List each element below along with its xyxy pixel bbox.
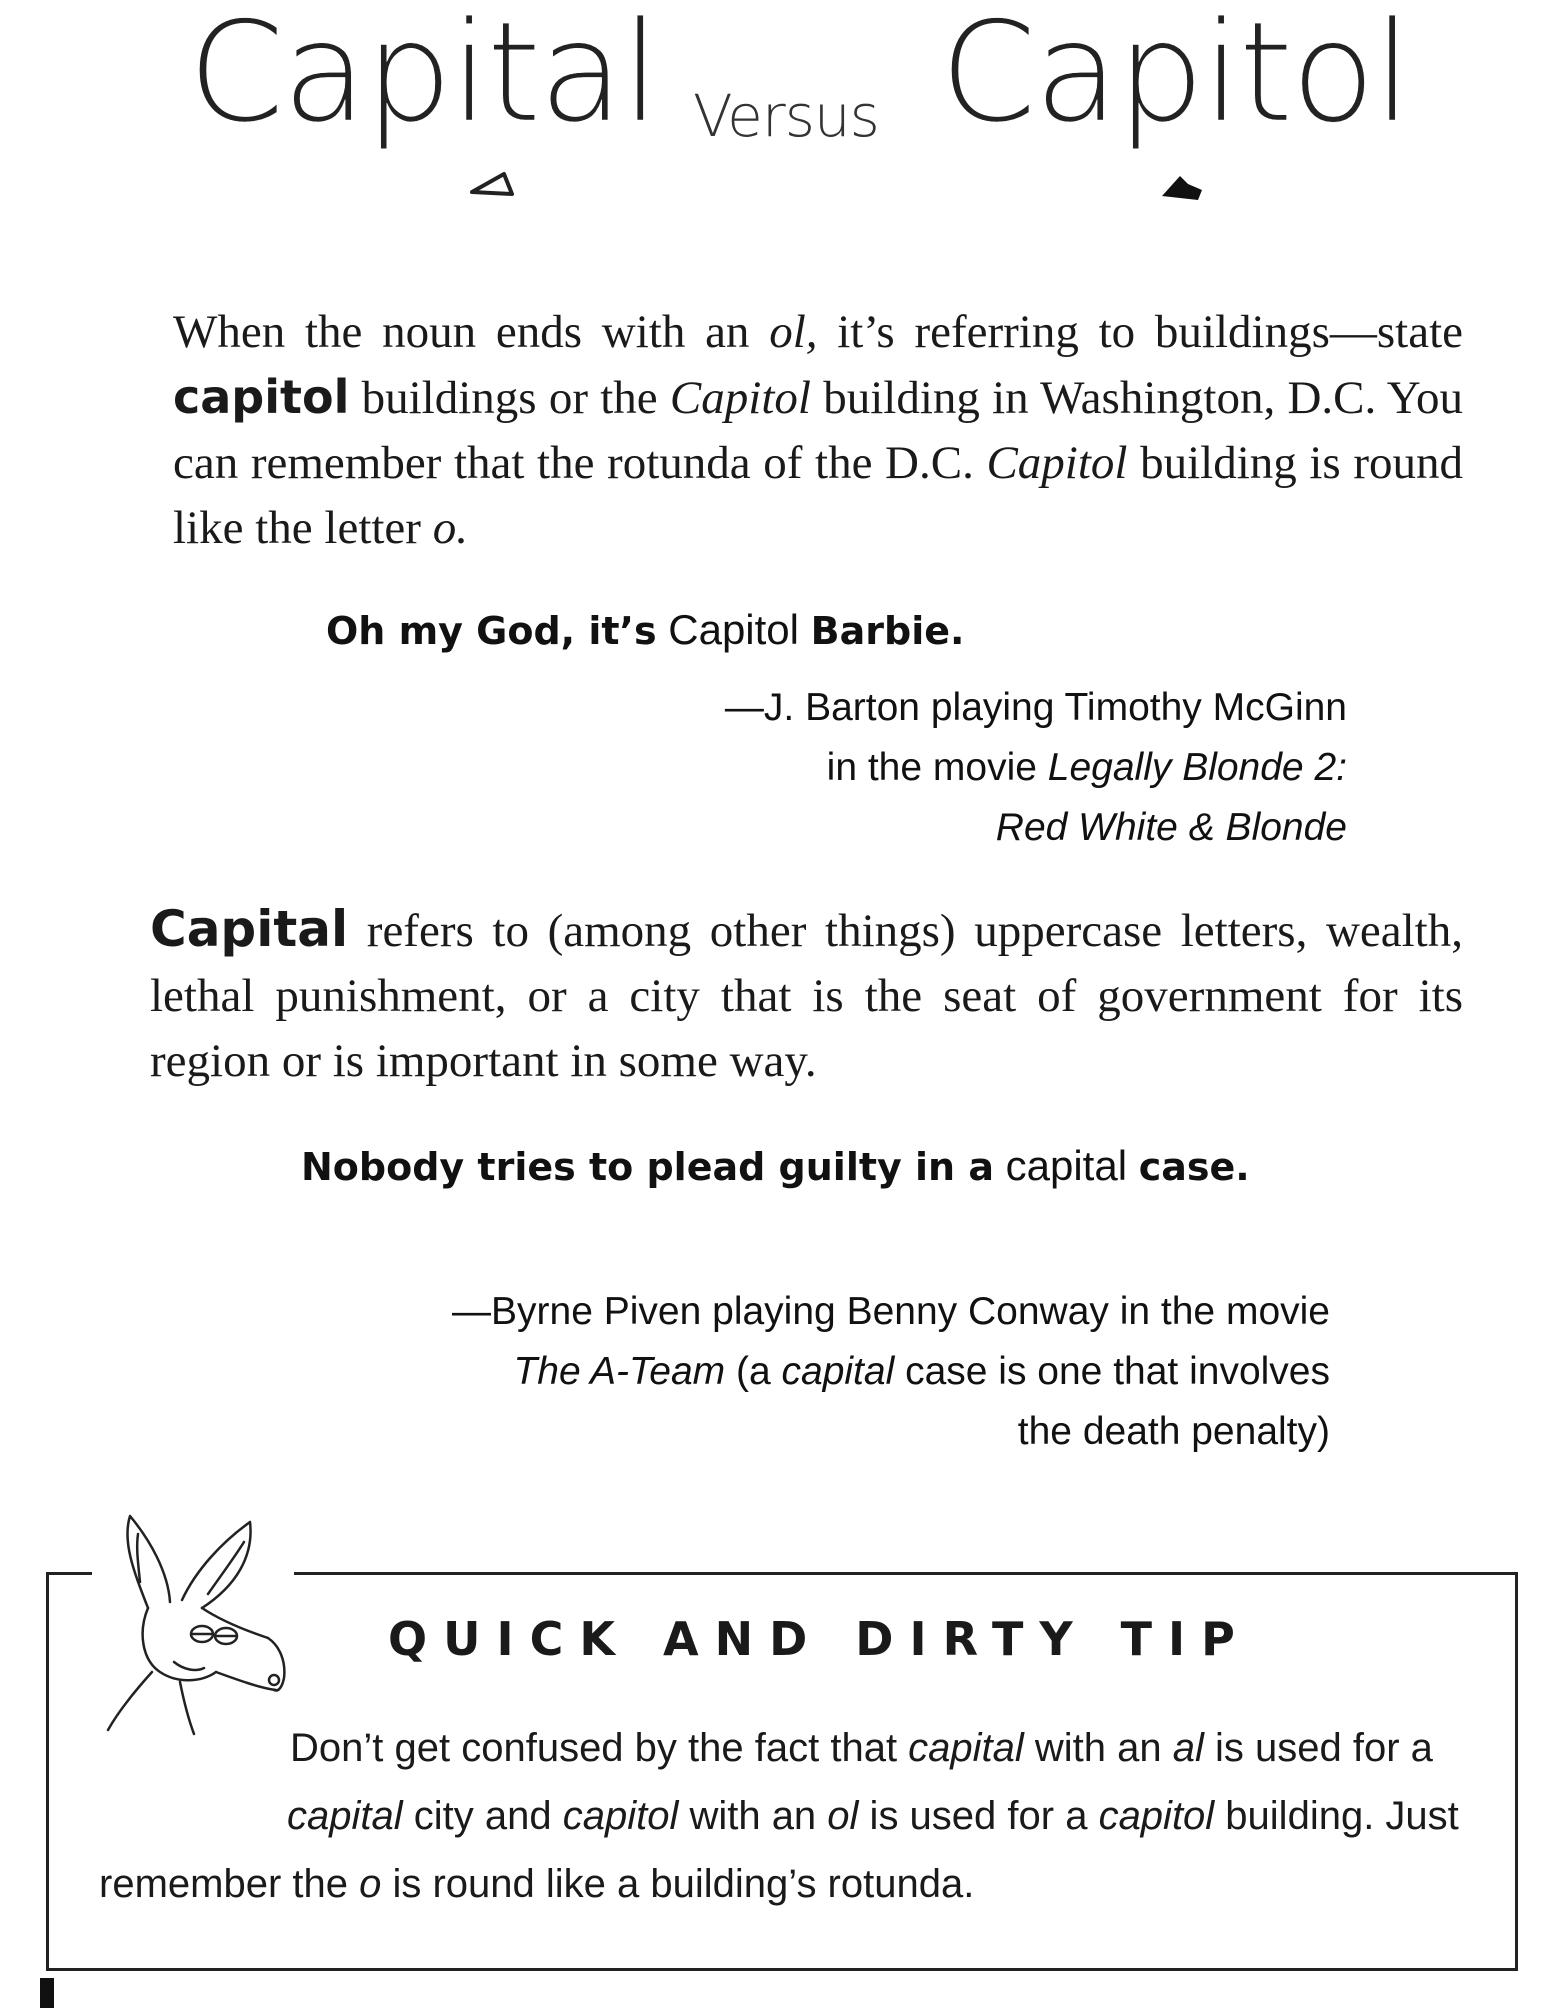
capitol-example-quote: Oh my God, it’s Capitol Barbie. [326, 606, 965, 653]
term-capital: Capital [150, 900, 349, 958]
term-capitol: capitol [173, 370, 350, 424]
capital-definition: Capital refers to (among other things) uppercase letters, wealth, lethal punishment, or a city that is the seat of government for its region or is important in some way. [150, 900, 1463, 1087]
tip-line-2: capital city and capitol with an ol is used for a capitol building. Just [287, 1794, 1459, 1838]
capitol-definition: When the noun ends with an ol, it’s referring to buildings—state capitol buildings or the Capitol building in Washington, D.C. You can remember that the rotunda of the D.C. Capitol building is round like the letter o. [173, 306, 1463, 554]
tip-line-3: remember the o is round like a building’s rotunda. [99, 1862, 975, 1906]
title-connector: Versus [693, 82, 879, 150]
tip-line-1: Don’t get confused by the fact that capital with an al is used for a [290, 1726, 1433, 1770]
tip-box-top-border-left [46, 1572, 92, 1575]
capitol-quote-attribution: —J. Barton playing Timothy McGinn in the movie Legally Blonde 2: Red White & Blonde [724, 686, 1347, 849]
filled-triangle-icon [1158, 172, 1210, 204]
capital-quote-attribution: —Byrne Piven playing Benny Conway in the movie The A-Team (a capital case is one that involves the death penalty) [452, 1290, 1330, 1453]
page-title [0, 0, 1552, 220]
capital-example-quote: Nobody tries to plead guilty in a capital case. [301, 1142, 1250, 1189]
tip-heading: QUICK AND DIRTY TIP [388, 1612, 1251, 1666]
title-word-capitol: Capitol [940, 0, 1410, 153]
aardvark-mascot-icon [104, 1512, 304, 1742]
page-edge-shadow [40, 1978, 54, 2008]
tip-box-top-border-right [294, 1572, 1515, 1575]
hollow-triangle-icon [468, 168, 518, 198]
title-word-capital: Capital [188, 0, 658, 153]
